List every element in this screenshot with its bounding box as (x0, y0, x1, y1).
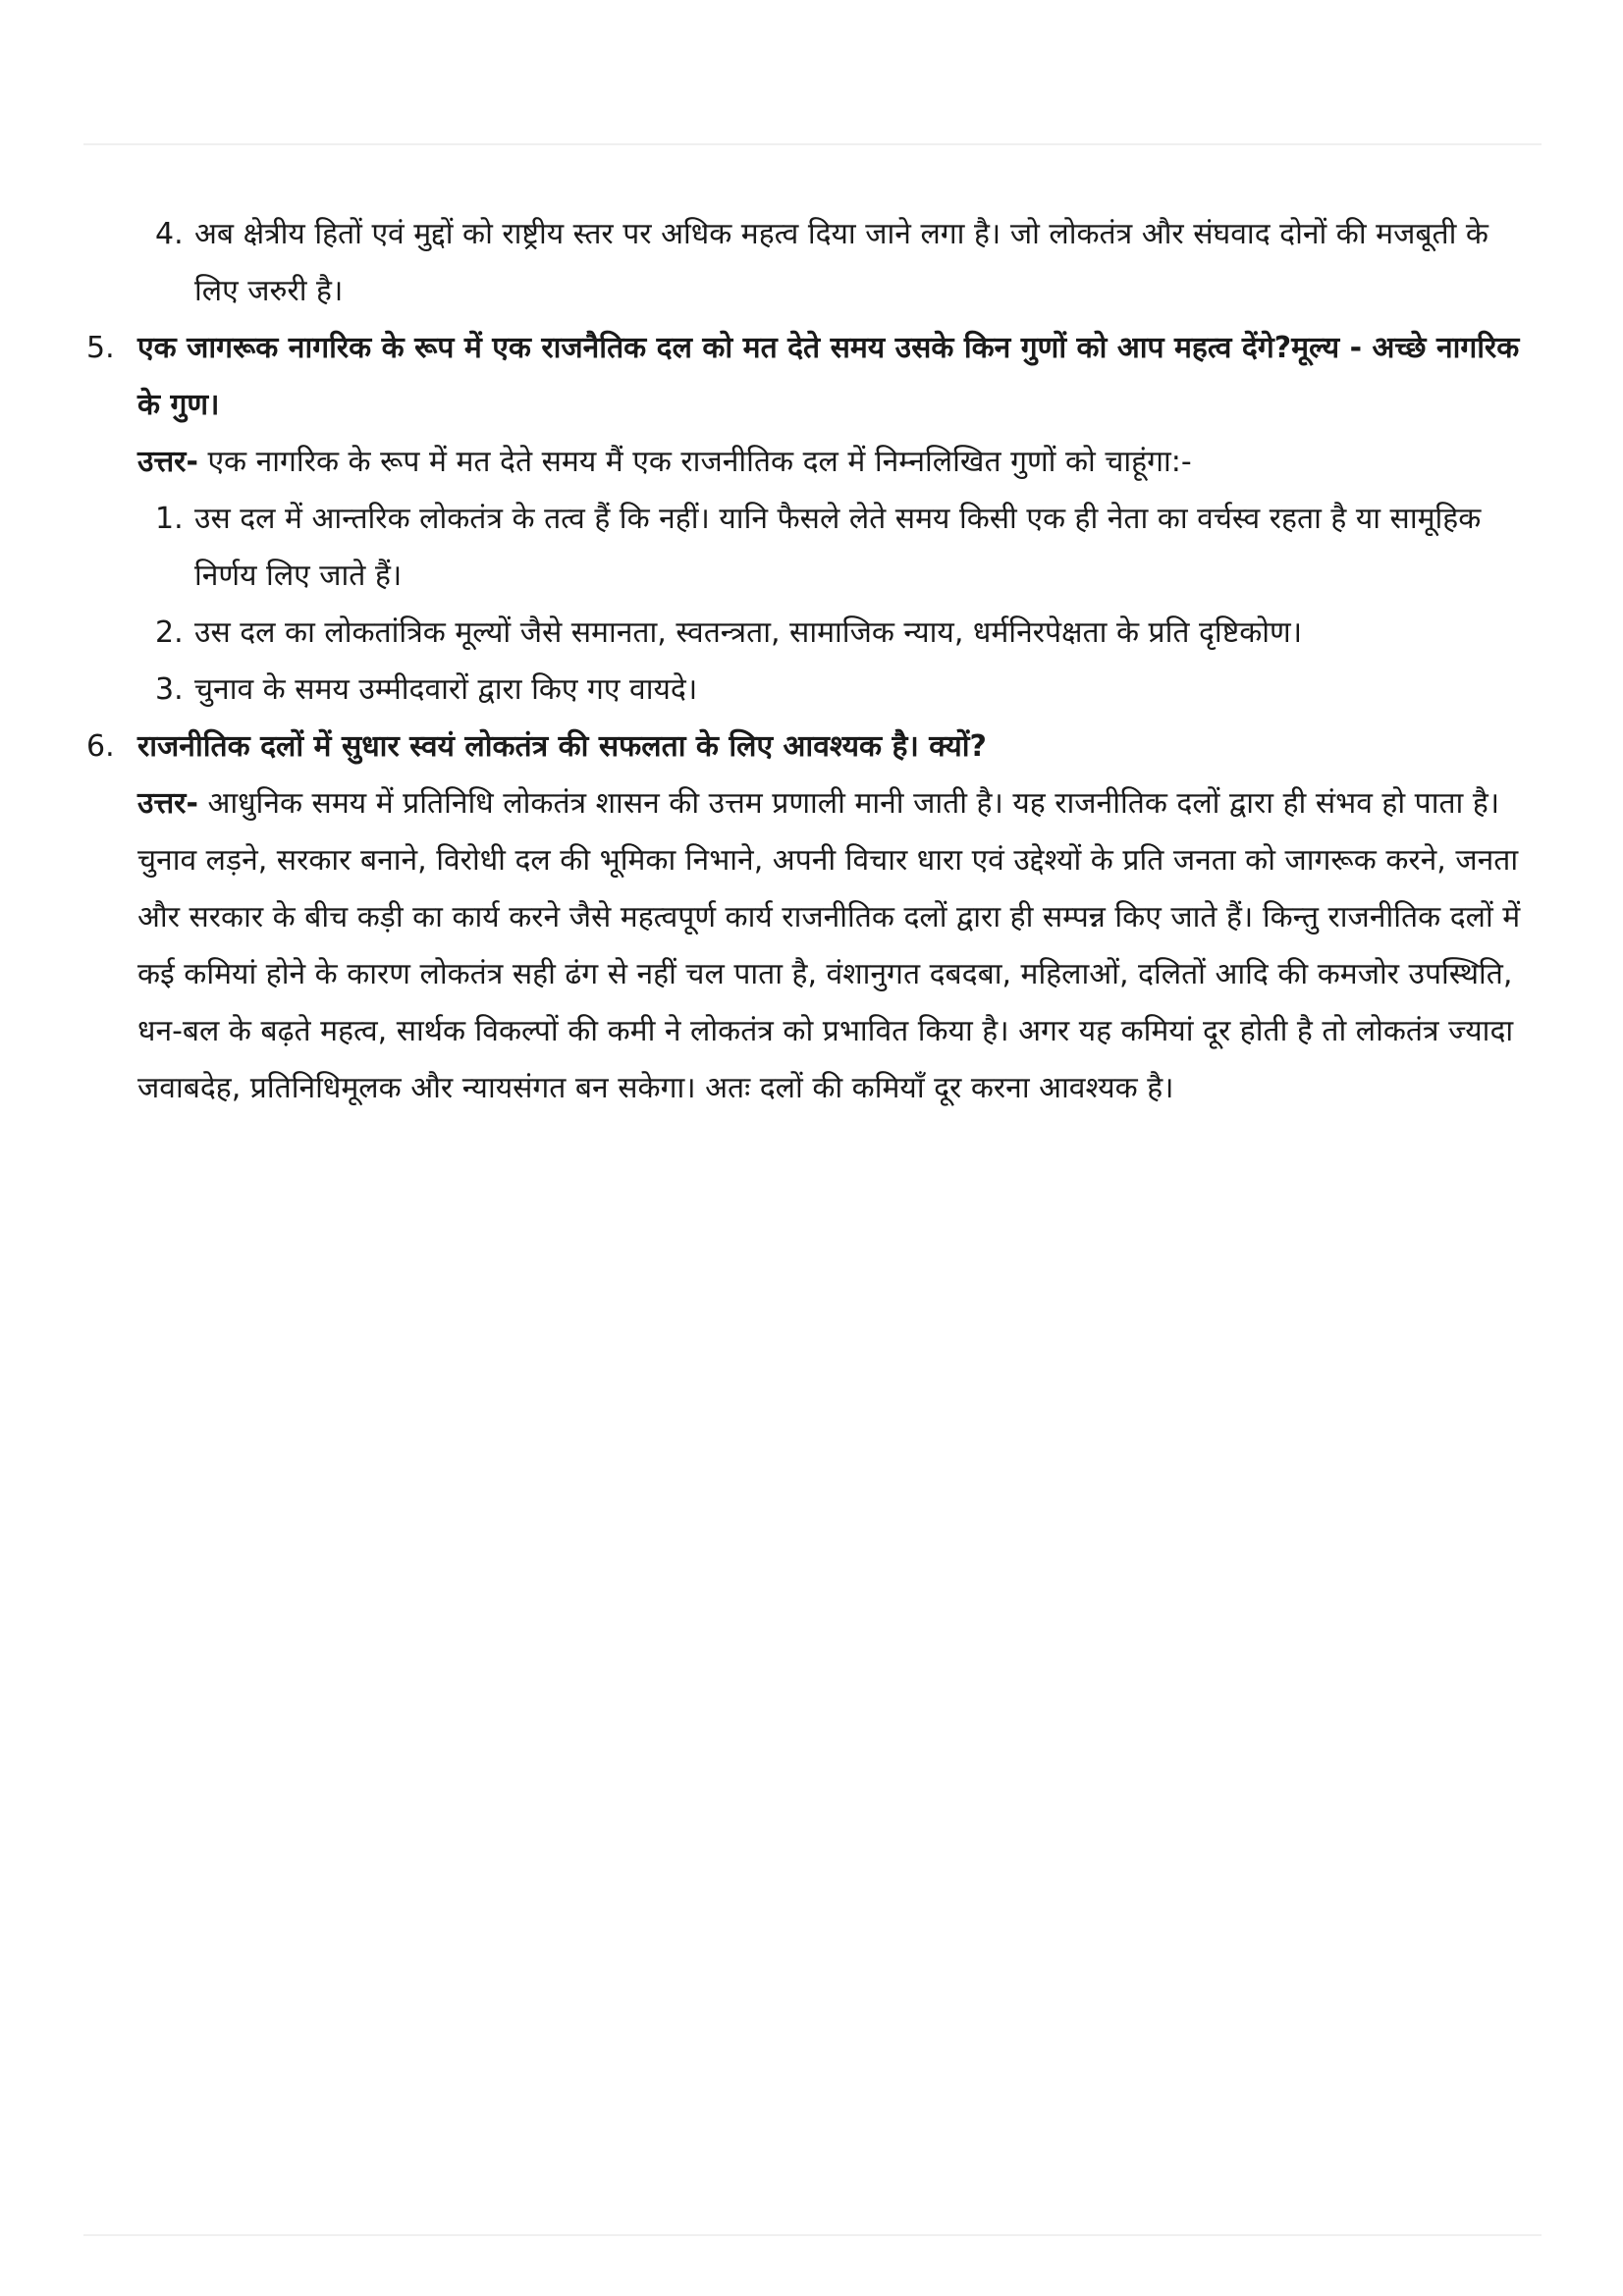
document-body (86, 206, 1540, 1117)
question-5 (86, 320, 1540, 434)
bottom-divider (83, 2234, 1542, 2236)
answer-5-point-3 (86, 662, 1540, 719)
list-text: अब क्षेत्रीय हितों एवं मुद्दों को राष्ट्रीय स्तर पर अधिक महत्व दिया जाने लगा है। जो लोकतंत्र और संघवाद दोनों की मजबूती के लिए जरुरी है। (194, 217, 1488, 308)
list-number: 2. (155, 615, 184, 650)
list-text: उस दल में आन्तरिक लोकतंत्र के तत्व हैं कि नहीं। यानि फैसले लेते समय किसी एक ही नेता का वर्चस्व रहता है या सामूहिक निर्णय लिए जाते हैं। (194, 502, 1482, 593)
answer-5-point-2 (86, 605, 1540, 662)
question-number: 5. (86, 331, 115, 365)
answer-label: उत्तर- (137, 786, 198, 821)
answer-5-point-1 (86, 491, 1540, 605)
list-item-4 (86, 206, 1540, 320)
question-number: 6. (86, 729, 115, 764)
answer-label: उत्तर- (137, 445, 198, 479)
list-number: 1. (155, 502, 184, 536)
answer-5 (86, 434, 1540, 491)
answer-6 (86, 775, 1540, 1117)
top-divider (83, 143, 1542, 145)
answer-intro: एक नागरिक के रूप में मत देते समय मैं एक राजनीतिक दल में निम्नलिखित गुणों को चाहूंगा:- (197, 445, 1192, 479)
list-number: 3. (155, 672, 184, 707)
list-text: उस दल का लोकतांत्रिक मूल्यों जैसे समानता, स्वतन्त्रता, सामाजिक न्याय, धर्मनिरपेक्षता के प्रति दृष्टिकोण। (194, 615, 1303, 650)
list-number: 4. (155, 217, 184, 251)
question-text: एक जागरूक नागरिक के रूप में एक राजनैतिक दल को मत देते समय उसके किन गुणों को आप महत्व देंगे?मूल्य - अच्छे नागरिक के गुण। (137, 331, 1520, 422)
list-text: चुनाव के समय उम्मीदवारों द्वारा किए गए वायदे। (194, 672, 698, 707)
question-text: राजनीतिक दलों में सुधार स्वयं लोकतंत्र की सफलता के लिए आवश्यक है। क्यों? (137, 729, 987, 764)
answer-body: आधुनिक समय में प्रतिनिधि लोकतंत्र शासन की उत्तम प्रणाली मानी जाती है। यह राजनीतिक दलों द्वारा ही संभव हो पाता है। चुनाव लड़ने, सरकार बनाने, विरोधी दल की भूमिका निभाने, अपनी विचार धारा एवं उद्देश्यों के प्रति जनता को जागरूक करने, जनता और सरकार के बीच कड़ी का कार्य करने जैसे महत्वपूर्ण कार्य राजनीतिक दलों द्वारा ही सम्पन्न किए जाते हैं। किन्तु राजनीतिक दलों में कई कमियां होने के कारण लोकतंत्र सही ढंग से नहीं चल पाता है, वंशानुगत दबदबा, महिलाओं, दलितों आदि की कमजोर उपस्थिति, धन-बल के बढ़ते महत्व, सार्थक विकल्पों की कमी ने लोकतंत्र को प्रभावित किया है। अगर यह कमियां दूर होती है तो लोकतंत्र ज्यादा जवाबदेह, प्रतिनिधिमूलक और न्यायसंगत बन सकेगा। अतः दलों की कमियाँ दूर करना आवश्यक है। (137, 786, 1521, 1105)
question-6 (86, 719, 1540, 775)
